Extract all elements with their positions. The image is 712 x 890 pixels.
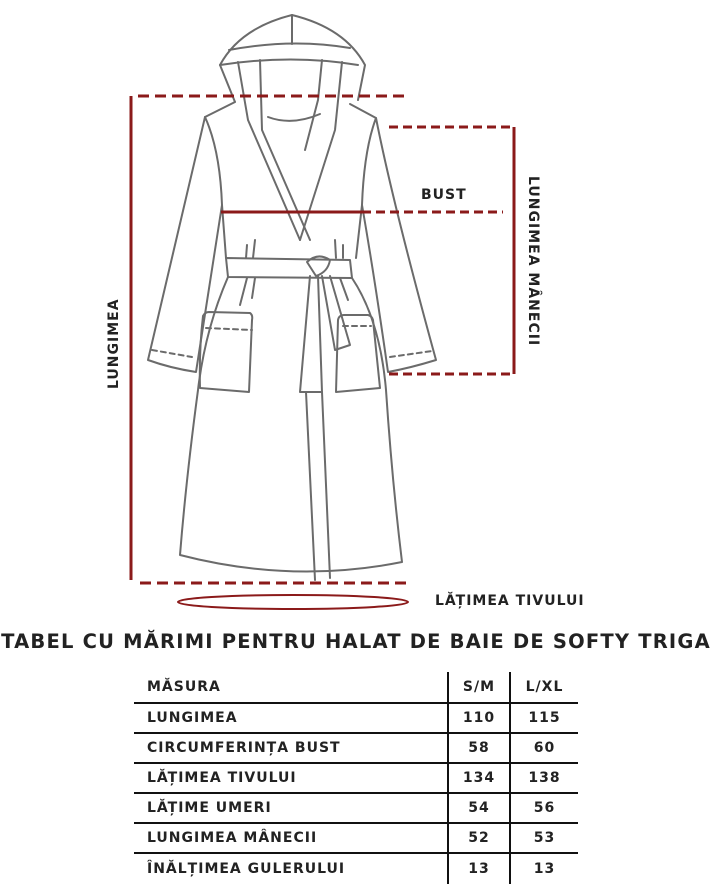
value-lxl: 13: [533, 861, 556, 877]
size-table: [134, 672, 578, 884]
robe-outline: [148, 15, 436, 580]
table-row: [134, 824, 578, 854]
value-lxl: 115: [528, 710, 561, 726]
measure-name: LĂȚIMEA TIVULUI: [134, 764, 449, 792]
table-row: [134, 764, 578, 794]
bust-label: BUST: [421, 187, 467, 203]
table-row: [134, 854, 578, 884]
measure-name: CIRCUMFERINȚA BUST: [134, 734, 449, 762]
value-sm: 58: [449, 734, 511, 762]
table-header-row: [134, 672, 578, 704]
measure-name: LUNGIMEA: [134, 704, 449, 732]
value-sm: 54: [449, 794, 511, 822]
value-lxl: 138: [528, 770, 561, 786]
page-title: TABEL CU MĂRIMI PENTRU HALAT DE BAIE DE SOFTY TRIGA: [1, 630, 711, 653]
value-lxl: 53: [533, 830, 556, 846]
value-sm: 13: [449, 854, 511, 884]
table-row: [134, 704, 578, 734]
header-measure: MĂSURA: [134, 672, 449, 702]
measure-name: ÎNĂLȚIMEA GULERULUI: [134, 854, 449, 884]
length-label: LUNGIMEA: [106, 298, 122, 389]
value-lxl: 56: [533, 800, 556, 816]
hem-ellipse: [178, 595, 408, 609]
sleeve-length-label: LUNGIMEA MÂNECII: [525, 176, 541, 347]
value-sm: 134: [449, 764, 511, 792]
value-lxl: 60: [533, 740, 556, 756]
hem-width-label: LĂȚIMEA TIVULUI: [435, 593, 585, 609]
header-sm: S/M: [449, 672, 511, 702]
value-sm: 110: [449, 704, 511, 732]
measure-name: LUNGIMEA MÂNECII: [134, 824, 449, 852]
header-lxl: L/XL: [525, 679, 564, 695]
measure-name: LĂȚIME UMERI: [134, 794, 449, 822]
table-row: [134, 794, 578, 824]
value-sm: 52: [449, 824, 511, 852]
table-row: [134, 734, 578, 764]
